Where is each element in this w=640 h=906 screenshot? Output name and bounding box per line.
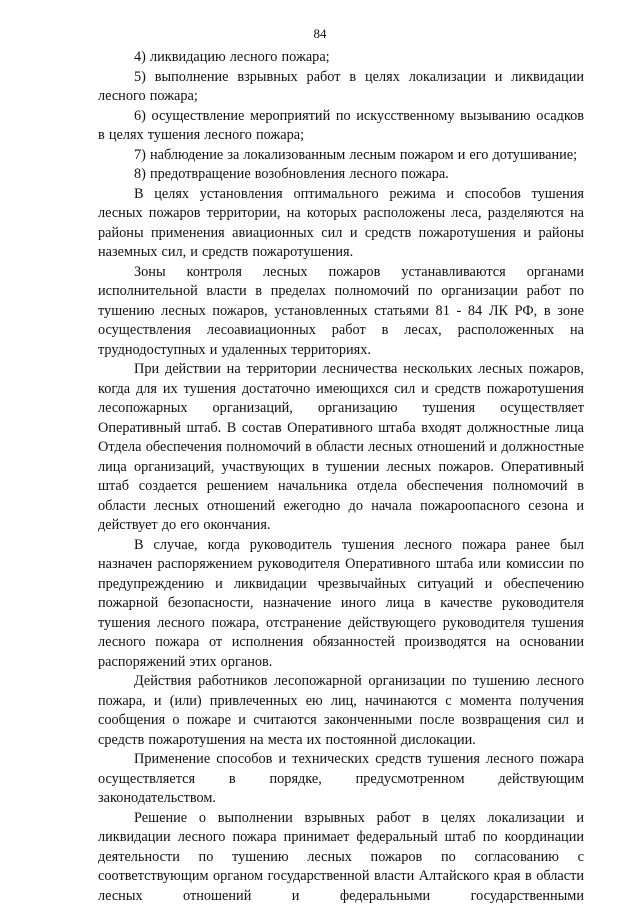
paragraph-worker-actions: Действия работников лесопожарной организации по тушению лесного пожара, и (или) привлеченных ею лиц, начинаются с момента получения сообщения о пожаре и считаются законченными после возвращения сил и средств пожаротушения на места их постоянной дислокации. (98, 672, 584, 750)
paragraph-control-zones: Зоны контроля лесных пожаров устанавливаются органами исполнительной власти в пределах полномочий по организации работ по тушению лесных пожаров, установленных статьями 81 - 84 ЛК РФ, в зоне осуществления лесоавиационных работ в лесах, расположенных на труднодоступных и удаленных территориях. (98, 263, 584, 361)
list-item-6: 6) осуществление мероприятий по искусственному вызыванию осадков в целях тушения лесного пожара; (98, 107, 584, 146)
body-text (98, 48, 584, 906)
paragraph-methods-application: Применение способов и технических средств тушения лесного пожара осуществляется в порядке, предусмотренном действующим законодательством. (98, 750, 584, 809)
paragraph-operational-headquarters: При действии на территории лесничества нескольких лесных пожаров, когда для их тушения достаточно имеющихся сил и средств пожаротушения лесопожарных организаций, организацию тушения осуществляет Оперативный штаб. В состав Оперативного штаба входят должностные лица Отдела обеспечения полномочий в области лесных отношений и должностные лица организаций, участвующих в тушении лесных пожаров. Оперативный штаб создается решением начальника отдела обеспечения полномочий в области лесных отношений ежегодно до начала пожароопасного сезона и действует до его окончания. (98, 360, 584, 536)
list-item-8: 8) предотвращение возобновления лесного пожара. (98, 165, 584, 185)
list-item-7: 7) наблюдение за локализованным лесным пожаром и его дотушивание; (98, 146, 584, 166)
list-item-5: 5) выполнение взрывных работ в целях локализации и ликвидации лесного пожара; (98, 68, 584, 107)
paragraph-blasting-decision: Решение о выполнении взрывных работ в целях локализации и ликвидации лесного пожара принимает федеральный штаб по координации деятельности по тушению лесных пожаров по согласованию с соответствующим органом государственной власти Алтайского края в области лесных отношений и федеральными государственными (98, 809, 584, 906)
paragraph-fire-chief-appointment: В случае, когда руководитель тушения лесного пожара ранее был назначен распоряжением руководителя Оперативного штаба или комиссии по предупреждению и ликвидации чрезвычайных ситуаций и обеспечению пожарной безопасности, назначение иного лица в качестве руководителя тушения лесного пожара, отстранение действующего руководителя тушения лесного пожара от исполнения обязанностей производятся на основании распоряжений этих органов. (98, 536, 584, 673)
paragraph-fire-zones: В целях установления оптимального режима и способов тушения лесных пожаров территории, на которых расположены леса, разделяются на районы применения авиационных сил и средств пожаротушения и районы наземных сил, и средств пожаротушения. (98, 185, 584, 263)
page-number: 84 (0, 26, 640, 42)
list-item-4: 4) ликвидацию лесного пожара; (98, 48, 584, 68)
